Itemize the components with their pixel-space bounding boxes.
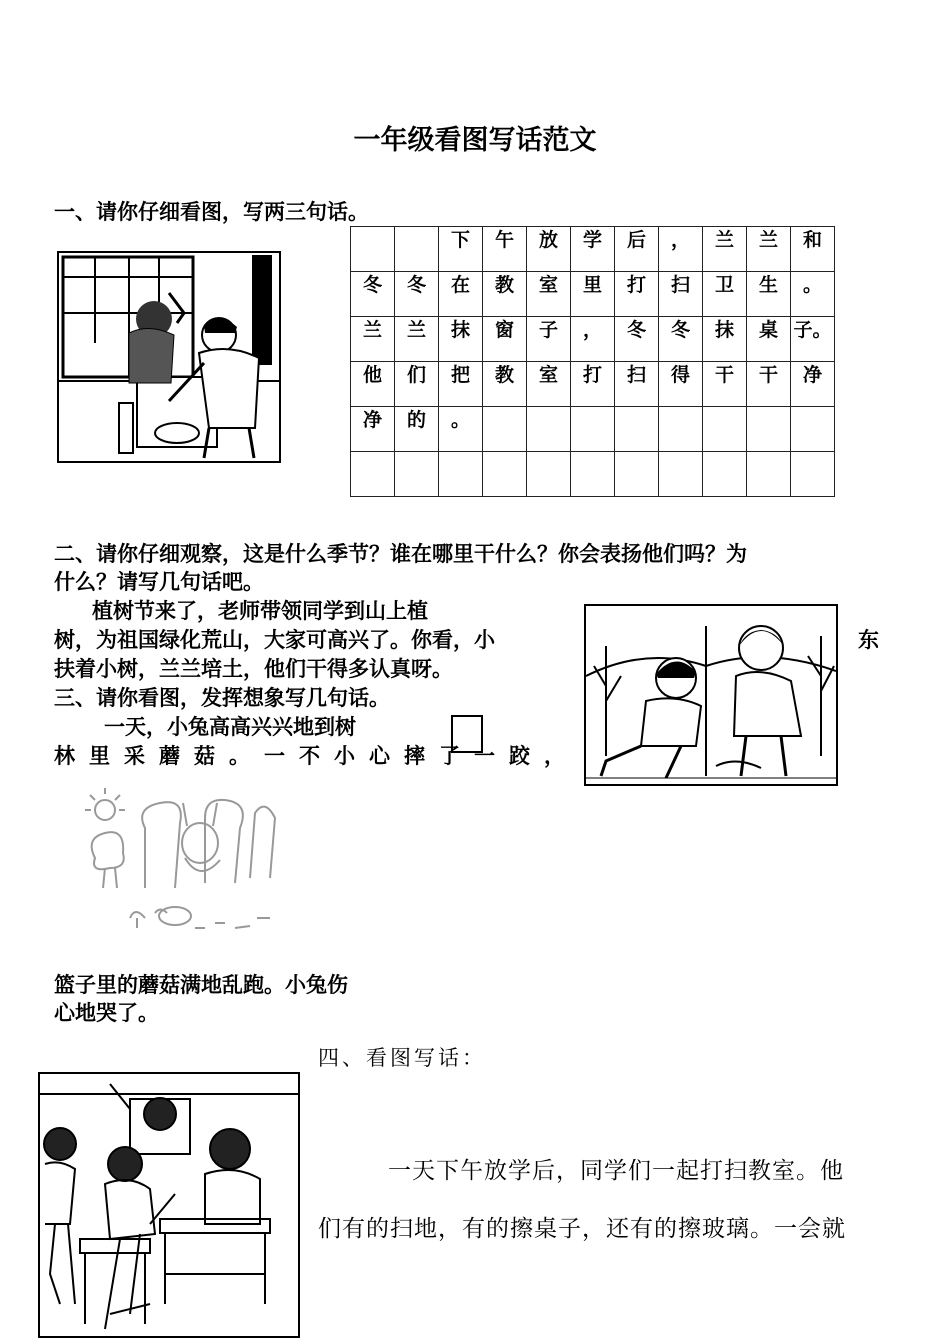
grid-cell: 窗: [483, 317, 527, 362]
section4-text-line1: 一天下午放学后，同学们一起打扫教室。他: [388, 1158, 844, 1184]
classroom-illustration: [38, 1072, 300, 1338]
grid-cell: 下: [439, 227, 483, 272]
grid-cell: 得: [659, 362, 703, 407]
cleaning-illustration: [57, 251, 281, 463]
section3-text-line2: 林里采蘑菇。一不小心摔了一跤，: [54, 743, 579, 768]
section1-heading: 一、请你仔细看图，写两三句话。: [54, 199, 369, 224]
grid-cell: [571, 407, 615, 452]
grid-cell: 室: [527, 362, 571, 407]
grid-cell: [439, 452, 483, 497]
grid-cell: [703, 407, 747, 452]
grid-cell: ，: [659, 227, 703, 272]
grid-cell: 冬: [659, 317, 703, 362]
grid-cell: 子。: [791, 317, 835, 362]
grid-cell: 把: [439, 362, 483, 407]
grid-cell: 抹: [439, 317, 483, 362]
grid-cell: 净: [791, 362, 835, 407]
grid-cell: 的: [395, 407, 439, 452]
grid-cell: [791, 452, 835, 497]
tree-planting-illustration: [584, 604, 838, 786]
grid-cell: [571, 452, 615, 497]
grid-cell: 。: [791, 272, 835, 317]
grid-cell: 兰: [395, 317, 439, 362]
grid-cell: [703, 452, 747, 497]
writing-grid: [350, 226, 835, 497]
rabbit-illustration: [75, 788, 285, 938]
grid-cell: [395, 227, 439, 272]
section4-text-line2: 们有的扫地，有的擦桌子，还有的擦玻璃。一会就: [318, 1216, 846, 1242]
grid-cell: 净: [351, 407, 395, 452]
grid-cell: 冬: [351, 272, 395, 317]
section2-text-line1: 植树节来了，老师带领同学到山上植: [92, 598, 428, 623]
grid-row: [351, 317, 835, 362]
grid-cell: [747, 407, 791, 452]
grid-cell: [483, 452, 527, 497]
section3-heading: 三、请你看图，发挥想象写几句话。: [54, 685, 390, 710]
grid-cell: 冬: [395, 272, 439, 317]
grid-cell: 在: [439, 272, 483, 317]
grid-cell: [395, 452, 439, 497]
grid-row: [351, 452, 835, 497]
grid-cell: [615, 452, 659, 497]
section2-text-line2: 树，为祖国绿化荒山，大家可高兴了。你看，小: [54, 627, 495, 652]
grid-cell: 后: [615, 227, 659, 272]
grid-cell: [351, 452, 395, 497]
grid-cell: 干: [703, 362, 747, 407]
grid-cell: 桌: [747, 317, 791, 362]
grid-cell: 子: [527, 317, 571, 362]
section2-text-line3: 扶着小树，兰兰培土，他们干得多认真呀。: [54, 656, 453, 681]
grid-cell: 里: [571, 272, 615, 317]
section2-heading-line2: 什么？请写几句话吧。: [54, 569, 264, 594]
grid-cell: [747, 452, 791, 497]
grid-cell: 。: [439, 407, 483, 452]
grid-cell: [615, 407, 659, 452]
grid-cell: 午: [483, 227, 527, 272]
grid-row: [351, 407, 835, 452]
grid-cell: 放: [527, 227, 571, 272]
grid-cell: [659, 407, 703, 452]
grid-cell: 学: [571, 227, 615, 272]
grid-cell: 扫: [615, 362, 659, 407]
grid-cell: [791, 407, 835, 452]
grid-cell: 生: [747, 272, 791, 317]
grid-cell: 干: [747, 362, 791, 407]
grid-cell: 打: [615, 272, 659, 317]
grid-cell: [659, 452, 703, 497]
grid-cell: 室: [527, 272, 571, 317]
grid-cell: 兰: [351, 317, 395, 362]
grid-cell: [483, 407, 527, 452]
section3-text-line3: 篮子里的蘑菇满地乱跑。小兔伤: [54, 972, 348, 997]
grid-cell: 教: [483, 362, 527, 407]
grid-cell: [527, 452, 571, 497]
grid-cell: 冬: [615, 317, 659, 362]
grid-row: [351, 272, 835, 317]
section4-heading: 四、看图写话：: [318, 1046, 486, 1070]
section3-text-line4: 心地哭了。: [54, 1000, 159, 1025]
grid-cell: 兰: [703, 227, 747, 272]
grid-row: [351, 227, 835, 272]
grid-cell: 抹: [703, 317, 747, 362]
section2-heading-line1: 二、请你仔细观察，这是什么季节？谁在哪里干什么？你会表扬他们吗？为: [54, 541, 747, 566]
grid-cell: 和: [791, 227, 835, 272]
grid-cell: 卫: [703, 272, 747, 317]
grid-cell: ，: [571, 317, 615, 362]
section2-text-line2-end: 东: [858, 627, 879, 652]
grid-cell: 扫: [659, 272, 703, 317]
grid-cell: [527, 407, 571, 452]
grid-cell: 他: [351, 362, 395, 407]
grid-cell: [351, 227, 395, 272]
page-title: 一年级看图写话范文: [353, 125, 597, 156]
grid-cell: 打: [571, 362, 615, 407]
section3-text-line1: 一天，小兔高高兴兴地到树: [104, 714, 356, 739]
grid-cell: 们: [395, 362, 439, 407]
grid-cell: 兰: [747, 227, 791, 272]
grid-cell: 教: [483, 272, 527, 317]
grid-row: [351, 362, 835, 407]
